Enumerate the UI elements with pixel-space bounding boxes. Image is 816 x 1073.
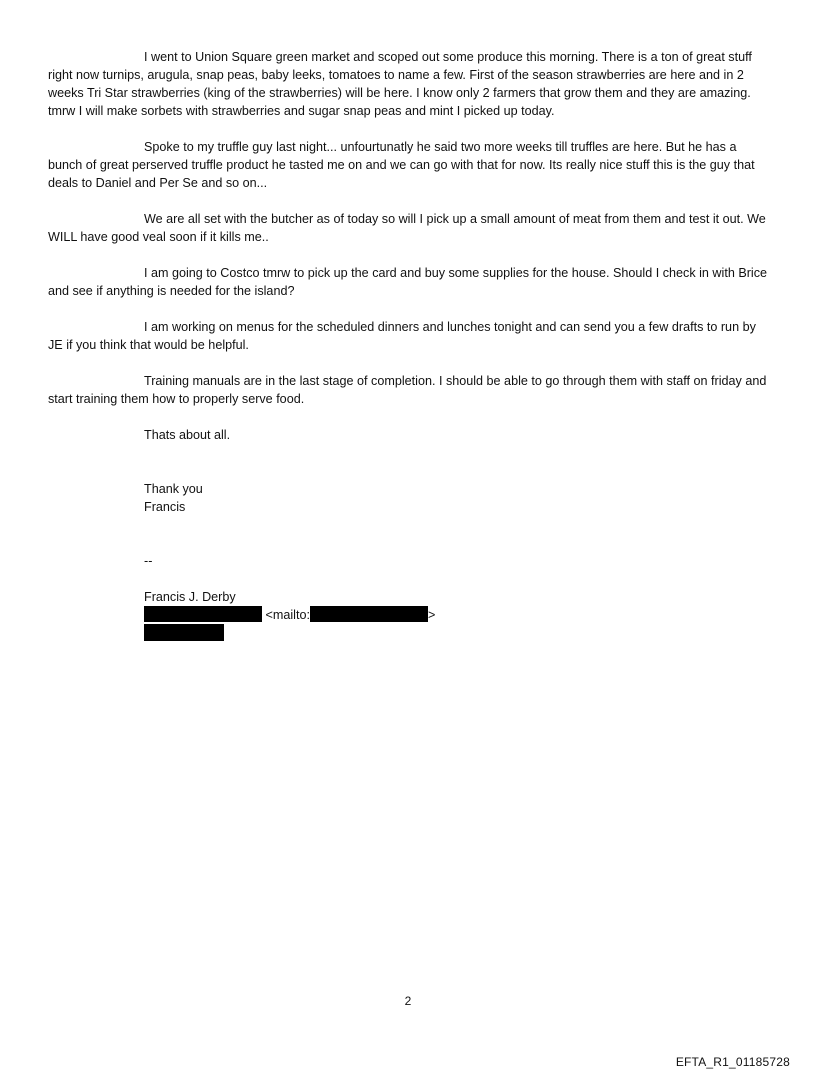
thank-you-line: Thank you	[144, 482, 203, 496]
redaction-box	[310, 606, 428, 622]
signature-separator: --	[144, 554, 153, 568]
mailto-suffix: >	[427, 608, 436, 622]
paragraph-menus: I am working on menus for the scheduled dinners and lunches tonight and can send you a few drafts to run by JE if you think that would be helpful.	[48, 320, 756, 352]
paragraph-butcher: We are all set with the butcher as of today so will I pick up a small amount of meat from them and test it out. We WILL have good veal soon if it kills me..	[48, 212, 766, 244]
paragraph-costco: I am going to Costco tmrw to pick up the card and buy some supplies for the house. Should I check in with Brice and see if anything is needed for the island?	[48, 266, 768, 298]
closing-line: Thats about all.	[144, 428, 231, 442]
signature-redacted-line	[48, 624, 770, 643]
paragraph-training: Training manuals are in the last stage of completion. I should be able to go through them with staff on friday and start training them how to properly serve food.	[48, 374, 767, 406]
sender-first-name: Francis	[144, 500, 186, 514]
signature-email-line	[48, 606, 770, 624]
page-number: 2	[404, 994, 412, 1008]
paragraph-produce: I went to Union Square green market and scoped out some produce this morning. There is a ton of great stuff right now turnips, arugula, snap peas, baby leeks, tomatoes to name a few. First of the season strawberries are here and in 2 weeks Tri Star strawberries (king of the strawberries) will be here. I know only 2 farmers that grow them and they are amazing. tmrw I will make sorbets with strawberries and sugar snap peas and mint I picked up today.	[48, 50, 752, 118]
redaction-box	[144, 606, 262, 622]
redaction-box	[144, 624, 224, 641]
email-body	[48, 48, 770, 643]
mailto-prefix: <mailto:	[265, 608, 310, 622]
signature-full-name: Francis J. Derby	[144, 590, 236, 604]
bates-number: EFTA_R1_01185728	[675, 1055, 790, 1069]
paragraph-truffles: Spoke to my truffle guy last night... unfourtunatly he said two more weeks till truffles are here. But he has a bunch of great perserved truffle product he tasted me on and we can go with that for now. Its really nice stuff this is the guy that deals to Daniel and Per Se and so on...	[48, 140, 755, 190]
